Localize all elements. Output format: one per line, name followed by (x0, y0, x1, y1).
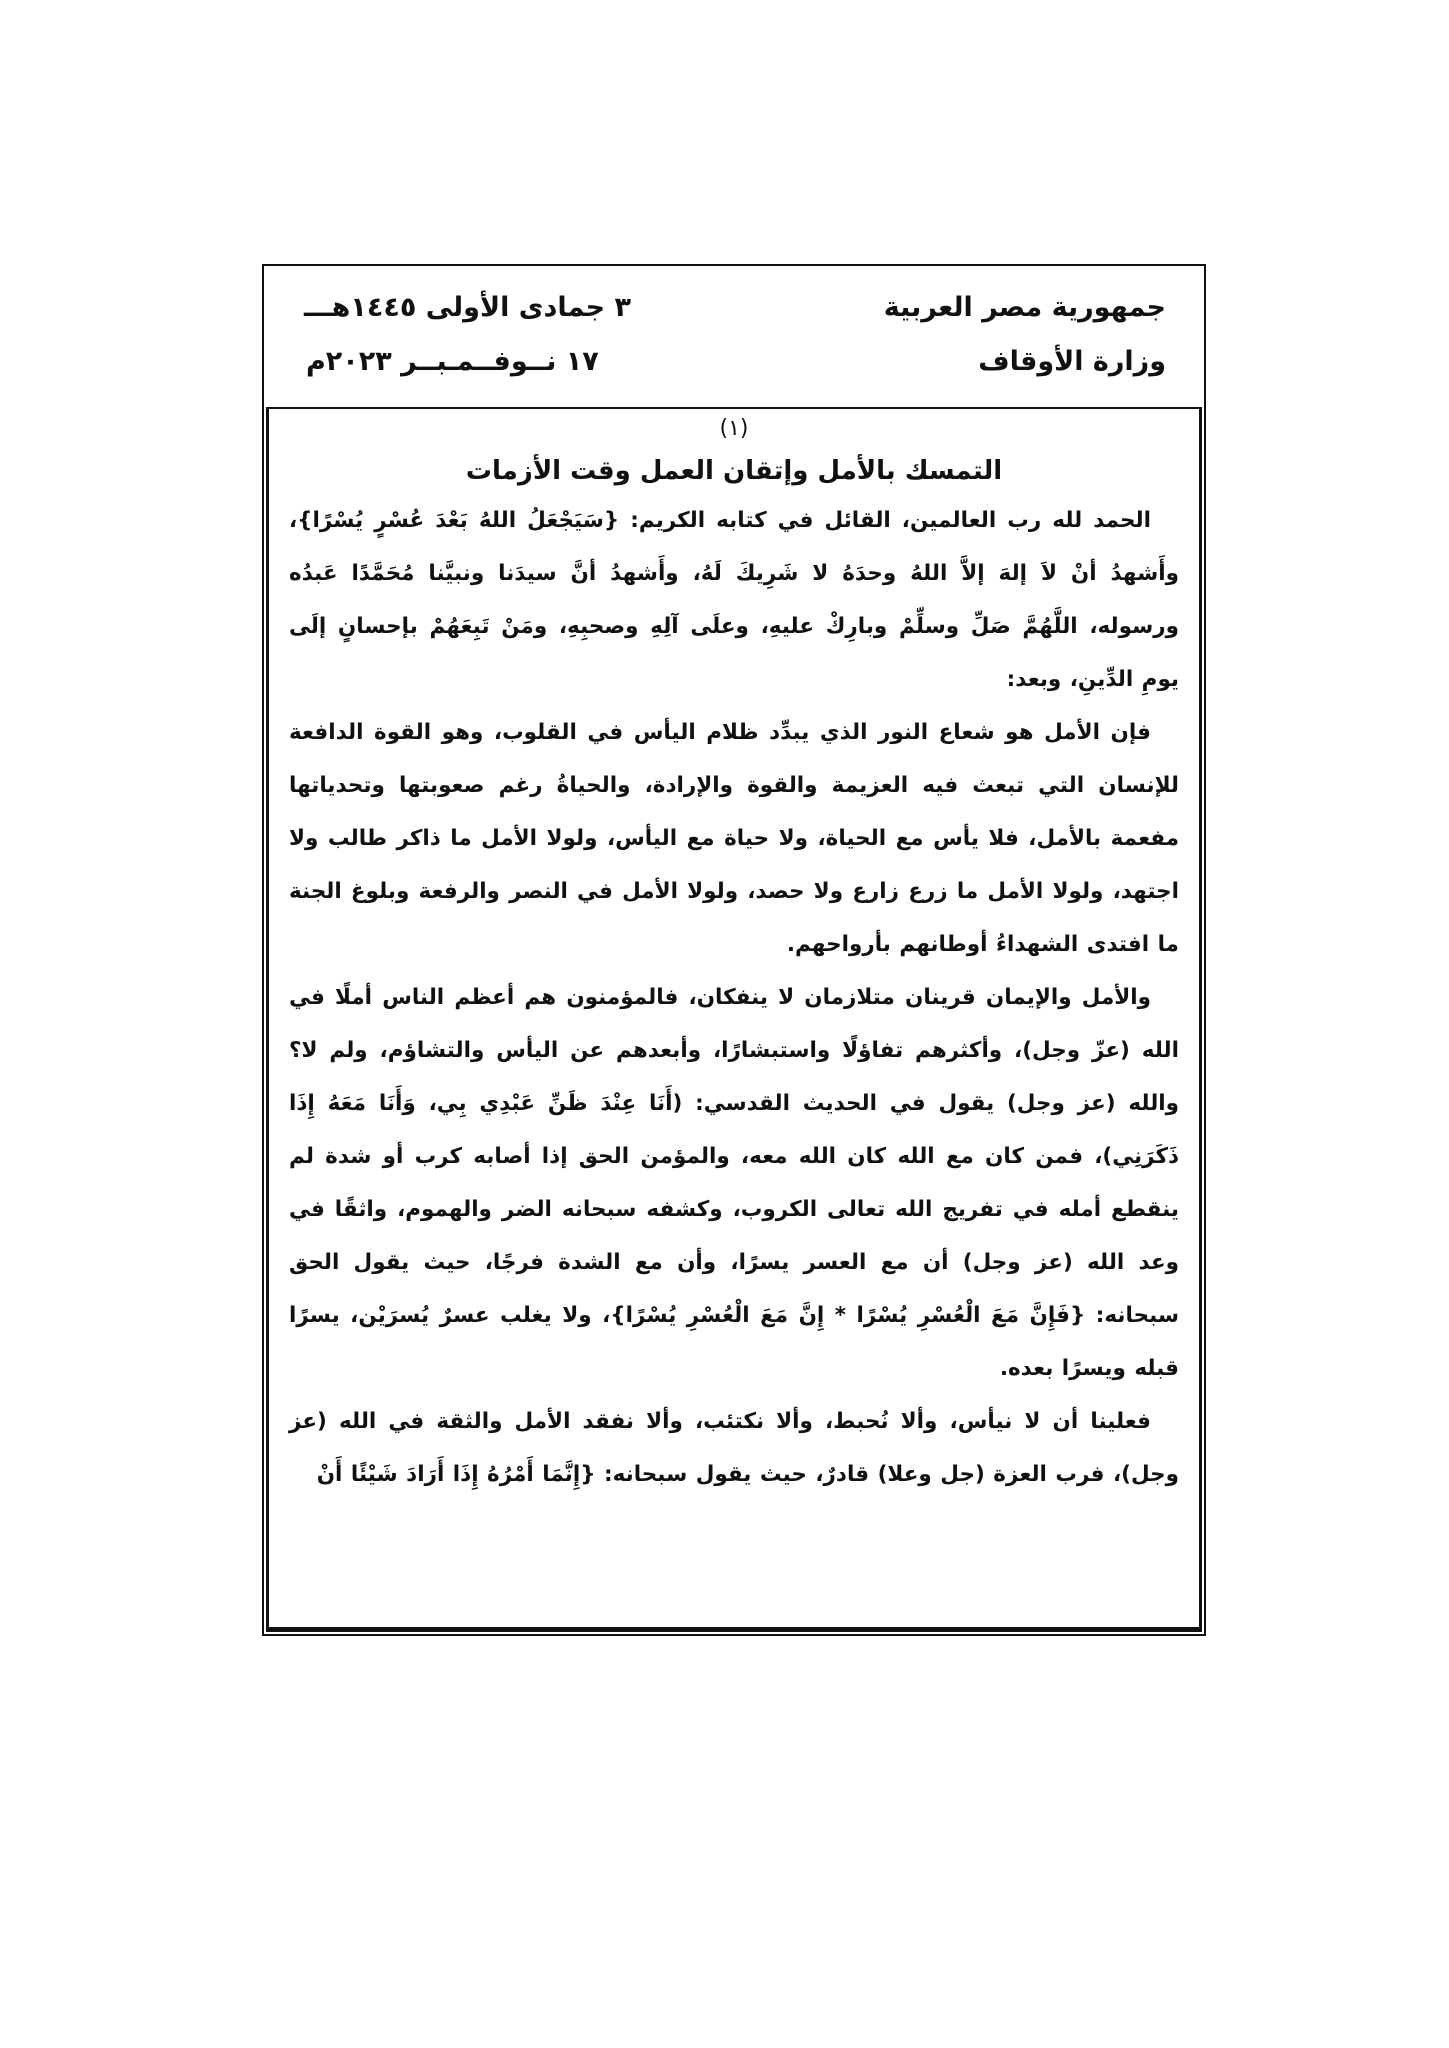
paragraph-hope-and-faith: والأمل والإيمان قرينان متلازمان لا ينفكان، فالمؤمنون هم أعظم الناس أملًا في الله (عزّ وجل)، وأكثرهم تفاؤلًا واستبشارًا، وأبعدهم عن اليأس والتشاؤم، ولم لا؟ والله (عز وجل) يقول في الحديث القدسي: (أَنَا عِنْدَ ظَنِّ عَبْدِي بِي، وَأَنَا مَعَهُ إِذَا ذَكَرَنِي)، فمن كان مع الله كان الله معه، والمؤمن الحق إذا أصابه كرب أو شدة لم ينقطع أمله في تفريج الله تعالى الكروب، وكشفه سبحانه الضر والهموم، واثقًا في وعد الله (عز وجل) أن مع العسر يسرًا، وأن مع الشدة فرجًا، حيث يقول الحق سبحانه: {فَإِنَّ مَعَ الْعُسْرِ يُسْرًا * إِنَّ مَعَ الْعُسْرِ يُسْرًا}، ولا يغلب عسرٌ يُسرَيْن، يسرًا قبله ويسرًا بعده. (289, 985, 1179, 1381)
page-number: (١) (719, 416, 749, 441)
sermon-title: التمسك بالأمل وإتقان العمل وقت الأزمات (465, 456, 1003, 486)
paragraph-hope: فإن الأمل هو شعاع النور الذي يبدِّد ظلام اليأس في القلوب، وهو القوة الدافعة للإنسان التي تبعث فيه العزيمة والقوة والإرادة، والحياةُ رغم صعوبتها وتحدياتها مفعمة بالأمل، فلا يأس مع الحياة، ولا حياة مع اليأس، ولولا الأمل ما ذاكر طالب ولا اجتهد، ولولا الأمل ما زرع زارع ولا حصد، ولولا الأمل في النصر والرفعة وبلوغ الجنة ما افتدى الشهداءُ أوطانهم بأرواحهم. (289, 720, 1179, 957)
paragraph-not-despair: فعلينا أن لا نيأس، وألا نُحبط، وألا نكتئب، وألا نفقد الأمل والثقة في الله (عز وجل)، فرب العزة (جل وعلا) قادرٌ، حيث يقول سبحانه: {إِنَّمَا أَمْرُهُ إِذَا أَرَادَ شَيْئًا أَنْ (289, 1409, 1179, 1487)
paragraph-opening: الحمد لله رب العالمين، القائل في كتابه الكريم: {سَيَجْعَلُ اللهُ بَعْدَ عُسْرٍ يُسْرًا}، وأَشهدُ أنْ لاَ إلهَ إلاَّ اللهُ وحدَهُ لا شَرِيكَ لَهُ، وأَشهدُ أنَّ سيدَنا ونبيَّنا مُحَمَّدًا عَبدُه ورسوله، اللَّهُمَّ صَلِّ وسلِّمْ وبارِكْ عليهِ، وعلَى آلِهِ وصحبِهِ، ومَنْ تَبِعَهُمْ بإحسانٍ إلَى يومِ الدِّينِ، وبعد: (289, 508, 1179, 692)
hijri-date: ٣ جمادى الأولى ١٤٤٥هـــ (304, 292, 631, 323)
country-name: جمهورية مصر العربية (883, 292, 1166, 323)
document-header (264, 266, 1204, 407)
gregorian-date: ١٧ نــوفــمـبــر ٢٠٢٣م (306, 346, 599, 377)
document-body (289, 412, 1179, 1501)
ministry-name: وزارة الأوقاف (978, 346, 1166, 377)
